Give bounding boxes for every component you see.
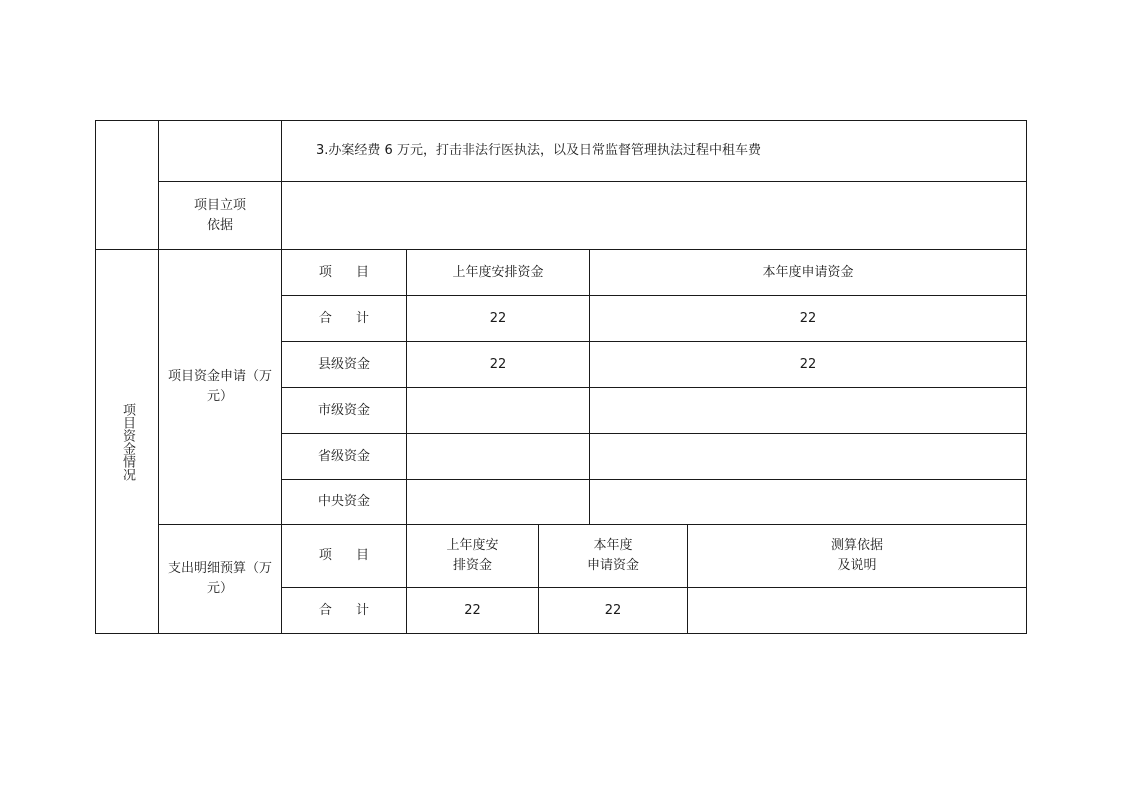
expense-row-total-last-year: 22: [464, 602, 481, 618]
application-row-city-label: 市级资金: [317, 402, 370, 418]
expense-header-basis: 测算依据 及说明: [830, 538, 883, 573]
application-header-last-year: 上年度安排资金: [452, 264, 544, 280]
application-row-central-last-year: [407, 480, 589, 524]
expense-header-item: 项 目: [318, 548, 380, 563]
application-header-this-year: 本年度申请资金: [762, 264, 854, 280]
application-row-total-label: 合 计: [318, 310, 380, 326]
project-description-row: 3.办案经费 6 万元，打击非法行医执法，以及日常监督管理执法过程中租车费: [316, 143, 761, 158]
application-row-province-this-year: [590, 434, 1026, 479]
expense-row-total-basis: [688, 588, 1026, 633]
application-row-province-last-year: [407, 434, 589, 479]
table-right-border: [1026, 120, 1027, 634]
expense-label: 支出明细预算（万 元）: [167, 561, 272, 596]
basis-label: 项目立项 依据: [193, 197, 246, 233]
application-row-total-last-year: 22: [489, 310, 507, 326]
fund-section-label: 项目资金情况: [120, 402, 135, 481]
table-bottom-border: [95, 633, 1027, 634]
budget-form-table: [95, 120, 1027, 634]
application-row-county-label: 县级资金: [317, 356, 370, 372]
application-header-item: 项 目: [318, 264, 380, 280]
basis-value: [282, 182, 1026, 249]
application-row-total-this-year: 22: [799, 310, 817, 326]
application-row-county-last-year: 22: [489, 356, 507, 372]
application-row-city-last-year: [407, 388, 589, 433]
expense-row-total-this-year: 22: [604, 602, 622, 618]
application-label: 项目资金申请（万 元）: [167, 369, 272, 404]
application-row-city-this-year: [590, 388, 1026, 433]
expense-header-this-year: 本年度 申请资金: [586, 538, 639, 573]
application-row-central-this-year: [590, 480, 1026, 524]
expense-row-total-label: 合 计: [318, 602, 380, 618]
expense-header-last-year: 上年度安 排资金: [446, 538, 499, 573]
application-row-central-label: 中央资金: [317, 494, 370, 509]
application-row-county-this-year: 22: [799, 356, 817, 372]
application-row-province-label: 省级资金: [317, 448, 370, 464]
